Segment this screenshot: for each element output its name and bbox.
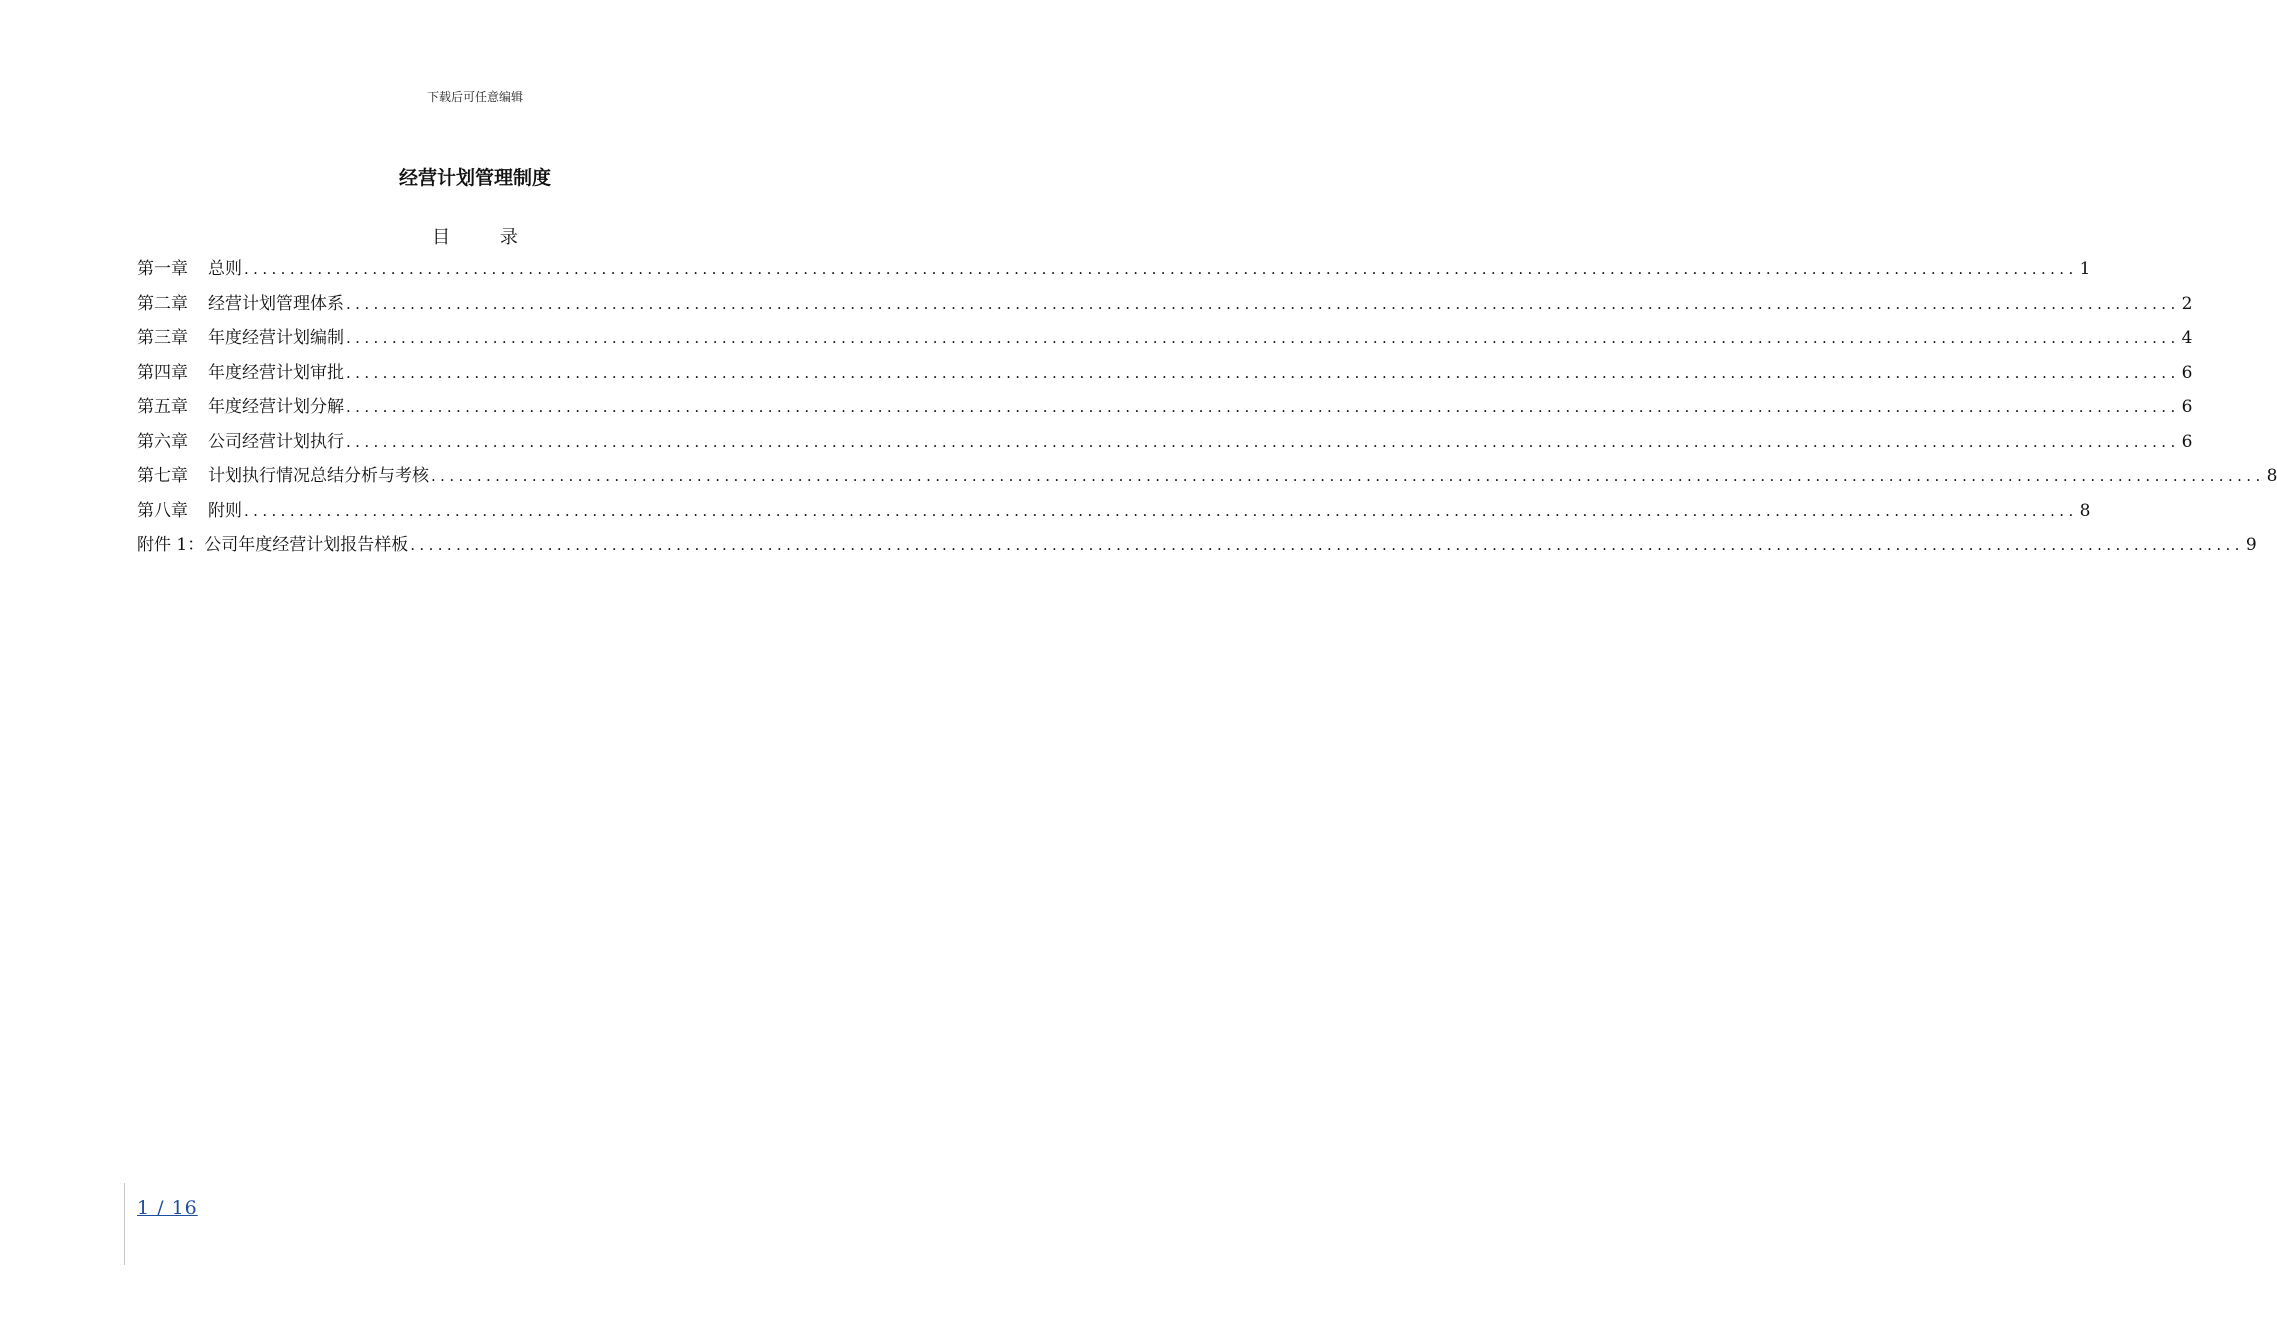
toc-dot-leader: ........................................................................................................................................................................................................ [346,432,2180,451]
toc-chapter-label: 第五章 [137,397,188,417]
toc-page-number: 9 [2245,535,2257,555]
toc-entry-title: 年度经营计划审批 [208,362,344,383]
toc-entry-title: 公司年度经营计划报告样板 [204,535,409,555]
page-indicator-link[interactable]: 1 / 16 [137,1197,198,1219]
toc-chapter-label: 第六章 [137,431,188,452]
toc-entry[interactable] [137,395,2193,430]
toc-page-number: 6 [2181,397,2193,417]
toc-entry[interactable] [137,292,2193,327]
toc-entry-title: 计划执行情况总结分析与考核 [208,466,429,486]
toc-chapter-label: 第七章 [137,466,188,486]
toc-dot-leader: ........................................................................................................................................................................................................ [244,501,2078,520]
toc-page-number: 8 [2079,500,2091,521]
toc-chapter-label: 第一章 [137,259,188,279]
toc-entry[interactable] [137,257,2091,292]
toc-entry[interactable] [137,464,2277,499]
toc-entry-title: 经营计划管理体系 [208,293,344,314]
toc-entry-title: 附则 [208,500,242,521]
toc-page-number: 8 [2266,466,2277,486]
toc-dot-leader: ........................................................................................................................................................................................................ [431,467,2265,485]
footer-vertical-rule [124,1183,125,1265]
document-title: 经营计划管理制度 [398,167,551,189]
toc-dot-leader: ........................................................................................................................................................................................................ [244,260,2078,278]
toc-entry-title: 年度经营计划分解 [208,397,344,417]
toc-page-number: 6 [2181,362,2193,383]
header-note: 下载后可任意编辑 [426,90,523,104]
toc-entry-title: 总则 [208,259,242,279]
toc-dot-leader: ........................................................................................................................................................................................................ [346,398,2180,416]
toc-entry[interactable] [137,361,2193,396]
toc-dot-leader: ........................................................................................................................................................................................................ [410,536,2244,554]
toc-entry[interactable] [137,326,2193,361]
toc-heading: 目 录 [432,227,540,248]
toc-page-number: 6 [2181,431,2193,452]
toc-dot-leader: ........................................................................................................................................................................................................ [346,329,2180,347]
toc-page-number: 2 [2181,293,2193,314]
toc-chapter-label: 第八章 [137,500,188,521]
toc-page-number: 1 [2079,259,2091,279]
toc-entry[interactable] [137,430,2193,465]
toc-entry-title: 公司经营计划执行 [208,431,344,452]
table-of-contents [137,257,2277,568]
toc-entry[interactable] [137,499,2091,534]
toc-chapter-label: 第三章 [137,328,188,348]
toc-dot-leader: ........................................................................................................................................................................................................ [346,363,2180,382]
toc-chapter-label: 第四章 [137,362,188,383]
toc-page-number: 4 [2181,328,2193,348]
toc-chapter-label: 附件 1： [137,535,205,555]
toc-chapter-label: 第二章 [137,293,188,314]
toc-dot-leader: ........................................................................................................................................................................................................ [346,294,2180,313]
toc-entry-title: 年度经营计划编制 [208,328,344,348]
toc-entry[interactable] [137,533,2257,568]
